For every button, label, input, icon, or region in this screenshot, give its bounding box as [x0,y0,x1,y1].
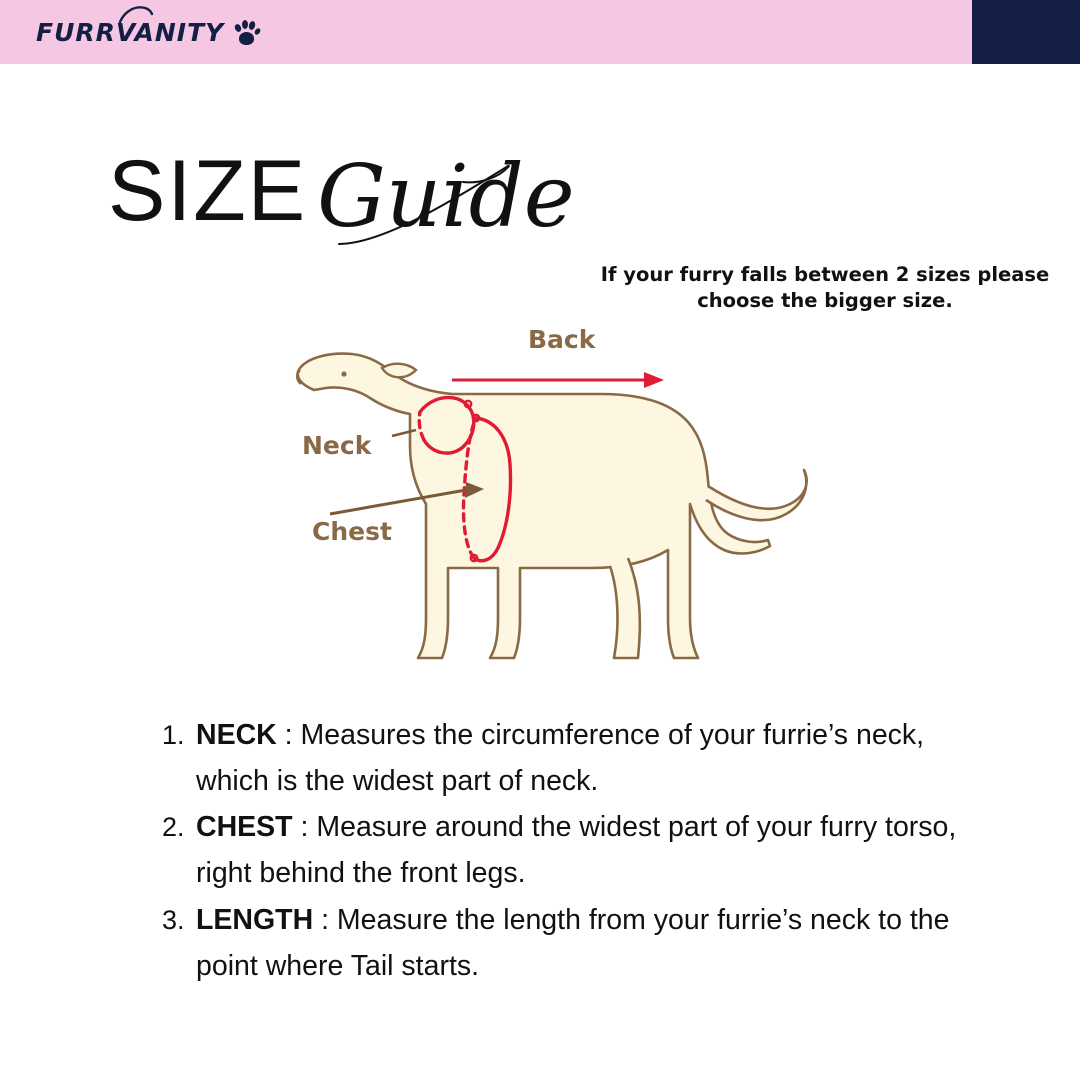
title-swash-icon [303,148,603,272]
label-neck: Neck [302,431,372,460]
brand-swoosh-icon [118,2,158,33]
instruction-text: : Measures the circumference of your furrie’s neck, which is the widest part of neck. [196,719,925,798]
instruction-text: : Measure the length from your furrie’s neck to the point where Tail starts. [196,903,950,982]
dog-measurement-diagram [270,318,830,708]
paw-icon [230,18,264,48]
instruction-item [192,804,970,896]
instruction-item [192,712,970,804]
label-back: Back [528,325,596,354]
instruction-term: NECK [196,719,277,751]
page-title-guide-text: Guide [317,147,575,247]
back-measure-arrow [452,372,664,388]
brand-logo [36,16,264,48]
brand-name: FURRVANITY [36,17,225,47]
size-note: If your furry falls between 2 sizes please choose the bigger size. [600,263,1050,313]
instruction-term: LENGTH [196,903,314,936]
page-title-size: SIZE [108,143,308,239]
instruction-term: CHEST [196,811,293,844]
instructions-list [150,712,970,989]
header-pink-band [0,0,972,64]
page-title-guide [317,147,575,247]
label-chest: Chest [312,517,392,546]
instruction-item [192,897,970,989]
page-header [0,0,1080,64]
instruction-text: : Measure around the widest part of your furry torso, right behind the front legs. [196,811,957,890]
page-title [108,143,575,247]
header-navy-block [972,0,1080,64]
